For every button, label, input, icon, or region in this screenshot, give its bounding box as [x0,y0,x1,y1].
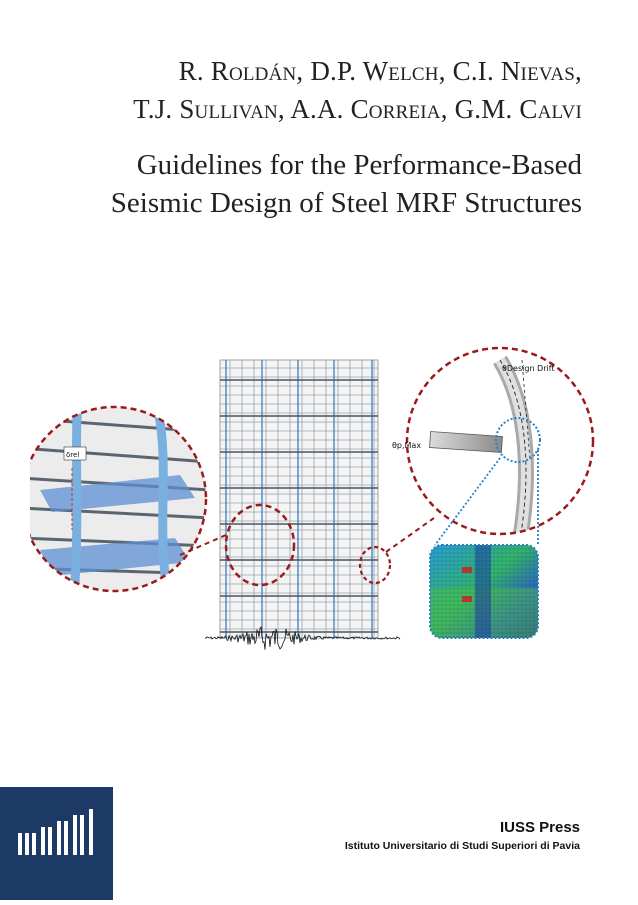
author-line-1: R. Roldán, D.P. Welch, C.I. Nievas, [178,56,582,86]
storey-drift-detail [30,400,210,600]
publisher-full-name: Istituto Universitario di Studi Superiori di Pavia [344,840,580,852]
cover-illustration [30,340,600,670]
publisher-block [345,818,580,854]
title-line-1: Guidelines for the Performance-Based [136,149,582,181]
design-drift-label: θDesign Drift [502,364,555,373]
author-list [22,52,582,128]
iuss-logo [0,787,113,900]
book-title [2,146,582,222]
author-line-2: T.J. Sullivan, A.A. Correia, G.M. Calvi [133,94,582,124]
beam-column-joint-detail [400,340,600,540]
plastic-rotation-label: θp,Max [392,441,422,450]
publisher-name: IUSS Press [499,819,580,836]
finite-element-model [430,545,538,638]
relative-displacement-label: δrel [66,451,80,459]
iuss-logo-mark-icon [0,787,113,900]
title-line-2: Seismic Design of Steel MRF Structures [110,187,582,219]
steel-frame-building [220,360,378,638]
